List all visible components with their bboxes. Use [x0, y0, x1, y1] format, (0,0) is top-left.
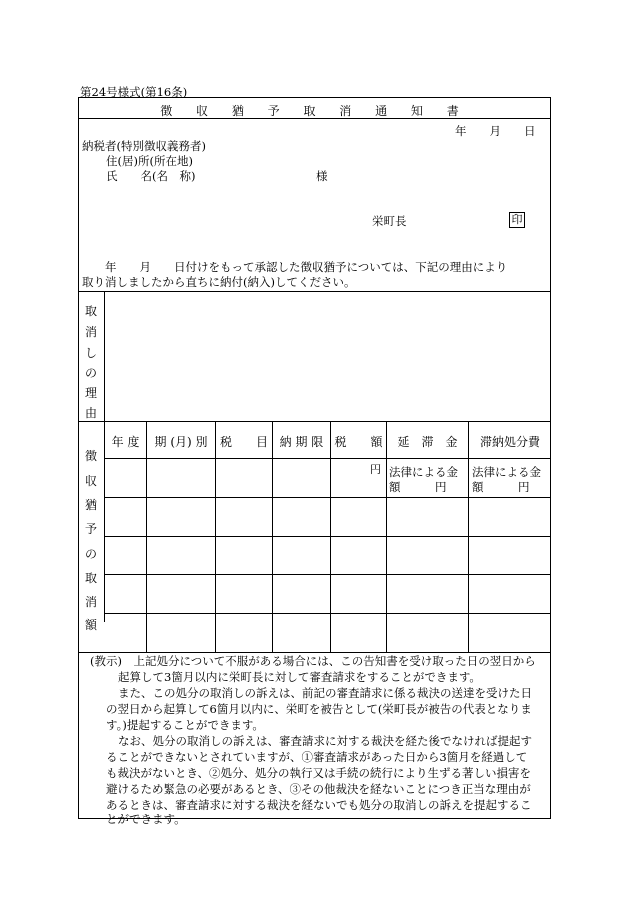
- notice-line-1: 年 月 日付けをもって承認した徴収猶予については、下記の理由により: [82, 260, 508, 274]
- reason-divider: [78, 421, 551, 422]
- amount-label-char: 収: [84, 474, 97, 488]
- reason-label-char: 消: [84, 325, 97, 339]
- notice-line-2: 取り消しましたから直ちに納付(納入)してください。: [82, 275, 356, 289]
- amount-label-char: 徴: [84, 449, 97, 463]
- instruction-line: の翌日から起算して6箇月以内に、栄町を被告として(栄町長が被告の代表となりま: [106, 702, 532, 716]
- reason-label-char: 由: [84, 406, 97, 420]
- reason-label-char: 理: [84, 386, 97, 400]
- col-header-period: 期 (月) 別: [154, 435, 208, 449]
- reason-label-char: の: [84, 366, 97, 380]
- row-divider: [104, 536, 551, 537]
- row-divider: [104, 458, 551, 459]
- late-fee-note-2: 額 円: [389, 480, 447, 494]
- col-header-year: 年 度: [111, 435, 140, 449]
- taxpayer-label: 納税者(特別徴収義務者): [82, 139, 206, 153]
- address-label: 住(居)所(所在地): [106, 154, 193, 168]
- instruction-line: 起算して3箇月以内に栄町長に対して審査請求をすることができます。: [118, 670, 481, 684]
- instruction-line: また、この処分の取消しの訴えは、前記の審査請求に係る裁決の送達を受けた日: [118, 686, 532, 700]
- late-fee-note-1: 法律による金: [389, 465, 458, 479]
- instruction-line: も裁決がないとき、②処分、処分の執行又は手続の続行により生ずる著しい損害を: [106, 766, 532, 780]
- col-header-tax-amount: 税 額: [334, 435, 383, 449]
- instruction-line: ることができないとされていますが、①審査請求があった日から3箇月を経過して: [106, 750, 528, 764]
- amount-label-char: の: [84, 547, 97, 561]
- row-divider: [104, 574, 551, 575]
- tax-amount-yen-unit: 円: [370, 463, 381, 476]
- amount-label-char: 額: [84, 618, 97, 632]
- amount-label-char: 取: [84, 571, 97, 585]
- reason-label-char: 取: [84, 304, 97, 318]
- reason-label-char: し: [84, 346, 97, 360]
- sama-label: 様: [316, 169, 328, 183]
- name-label: 氏 名(名 称): [106, 169, 196, 183]
- col-header-tax-item: 税 目: [219, 435, 268, 449]
- col-header-late-fee: 延 滞 金: [397, 435, 458, 449]
- form-title: 徴 収 猶 予 取 消 通 知 書: [160, 104, 469, 118]
- instruction-line: す。)提起することができます。: [106, 718, 264, 732]
- amount-label-char: 消: [84, 595, 97, 609]
- row-divider: [104, 613, 551, 614]
- amount-label-char: 予: [84, 522, 97, 536]
- reason-field[interactable]: [105, 292, 550, 421]
- seal-mark: 印: [509, 212, 525, 228]
- col-header-disposal-cost: 滞納処分費: [479, 435, 540, 449]
- instruction-line: とができます。: [106, 812, 186, 826]
- col-header-due-date: 納 期 限: [279, 435, 324, 449]
- title-divider: [78, 118, 551, 119]
- mayor-label: 栄町長: [372, 214, 407, 228]
- row-divider: [104, 497, 551, 498]
- disposal-note-2: 額 円: [472, 480, 530, 494]
- instruction-line: あるときは、審査請求に対する裁決を経ないでも処分の取消しの訴えを提起するこ: [106, 798, 532, 812]
- instruction-line: (教示) 上記処分について不服がある場合には、この告知書を受け取った日の翌日から: [90, 654, 536, 668]
- form-number: 第24号様式(第16条): [80, 85, 188, 99]
- amount-label-char: 猶: [84, 498, 97, 512]
- disposal-note-1: 法律による金: [472, 465, 541, 479]
- instruction-line: 避けるため緊急の必要があるとき、③その他裁決を経ないことにつき正当な理由が: [106, 782, 531, 796]
- date-line: 年 月 日: [455, 124, 536, 138]
- instruction-line: なお、処分の取消しの訴えは、審査請求に対する裁決を経た後でなければ提起す: [118, 734, 532, 748]
